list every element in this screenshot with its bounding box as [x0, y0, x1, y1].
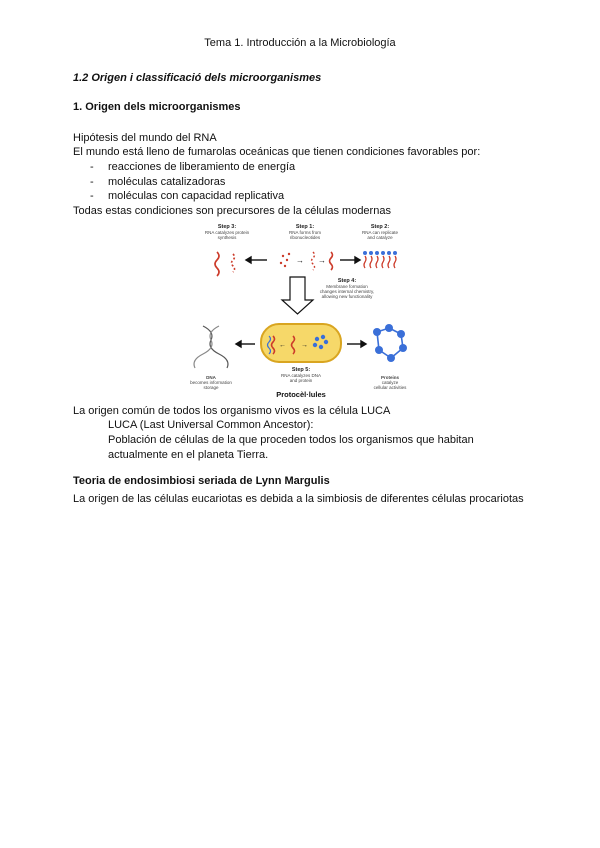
step5-text: RNA catalyzes DNA [280, 373, 322, 378]
paragraph-endosymbiosis: La origen de las células eucariotas es debida a la simbiosis de diferentes células procariotas [73, 493, 524, 505]
arrow-icon: → [296, 256, 304, 265]
step3-text: RNA catalyzes protein [204, 230, 250, 235]
dna-label: DNA [206, 375, 216, 380]
ribonucleotides-icon [280, 253, 290, 267]
step2-text: RNA can replicate [361, 230, 399, 235]
paragraph-precursors: Todas estas condiciones son precursores de la células modernas [73, 205, 391, 217]
figure-caption: Protocèl·lules [276, 390, 326, 399]
step2-title: Step 2: [370, 224, 390, 230]
list-item: - moléculas catalizadoras [90, 175, 295, 190]
proteins-text: cellular activities [373, 385, 407, 390]
list-item: - moléculas con capacidad replicativa [90, 189, 295, 204]
step4-text: changes internal chemistry, [319, 289, 375, 294]
arrow-icon: ← [279, 342, 286, 349]
step1-text: ribonucleotides [289, 235, 321, 240]
step4-text: Membrane formation [326, 284, 368, 289]
arrow-icon [246, 257, 267, 263]
dna-helix-icon [194, 326, 228, 368]
paragraph-fumarolas: El mundo está lleno de fumarolas oceánicas que tienen condiciones favorables por: [73, 146, 481, 158]
heading-origin: 1. Origen dels microorganismes [73, 101, 241, 113]
conditions-list [90, 160, 295, 204]
page-header: Tema 1. Introducción a la Microbiología [204, 37, 396, 49]
paragraph-rna-world: Hipótesis del mundo del RNA [73, 132, 217, 144]
step1-text: RNA forms from [288, 230, 322, 235]
proteins-text: catalyze [381, 380, 399, 385]
dna-text: storage [203, 385, 219, 390]
heading-endosymbiosis: Teoria de endosimbiosi seriada de Lynn Margulis [73, 475, 330, 487]
luca-definition-title: LUCA (Last Universal Common Ancestor): [108, 419, 314, 431]
dna-text: becomes information [190, 380, 232, 385]
section-title: 1.2 Origen i classificació dels microorganismes [73, 72, 322, 84]
rna-strand-icon [330, 252, 333, 270]
proteins-label: Proteins [380, 375, 400, 380]
arrow-icon: → [318, 256, 326, 265]
step3-title: Step 3: [217, 224, 237, 230]
step5-title: Step 5: [291, 367, 311, 373]
arrow-icon [340, 257, 360, 263]
step5-text: and protein [289, 378, 313, 383]
paragraph-luca: La origen común de todos los organismo vivos es la célula LUCA [73, 405, 391, 417]
step3-text: synthesis [217, 235, 237, 240]
step4-title: Step 4: [337, 278, 357, 284]
list-item: - reacciones de liberamiento de energía [90, 160, 295, 175]
arrow-icon [347, 341, 366, 347]
rna-world-figure [175, 220, 425, 402]
rna-protein-comb-icon [364, 256, 396, 268]
rna-strands-left [215, 252, 235, 276]
step4-text: allowing new functionality [321, 294, 373, 299]
down-arrow-icon [282, 277, 313, 314]
arrow-icon: → [301, 342, 308, 349]
step1-title: Step 1: [295, 224, 315, 230]
step2-text: and catalyze [367, 235, 393, 240]
arrow-icon [236, 341, 255, 347]
luca-definition: actualmente en el planeta Tierra. [108, 449, 269, 461]
luca-definition: Población de células de la que proceden todos los organismos que habitan [108, 434, 474, 446]
protein-beads-icon [363, 251, 397, 255]
protein-network-icon [373, 324, 407, 362]
rna-strand-icon [312, 252, 315, 270]
